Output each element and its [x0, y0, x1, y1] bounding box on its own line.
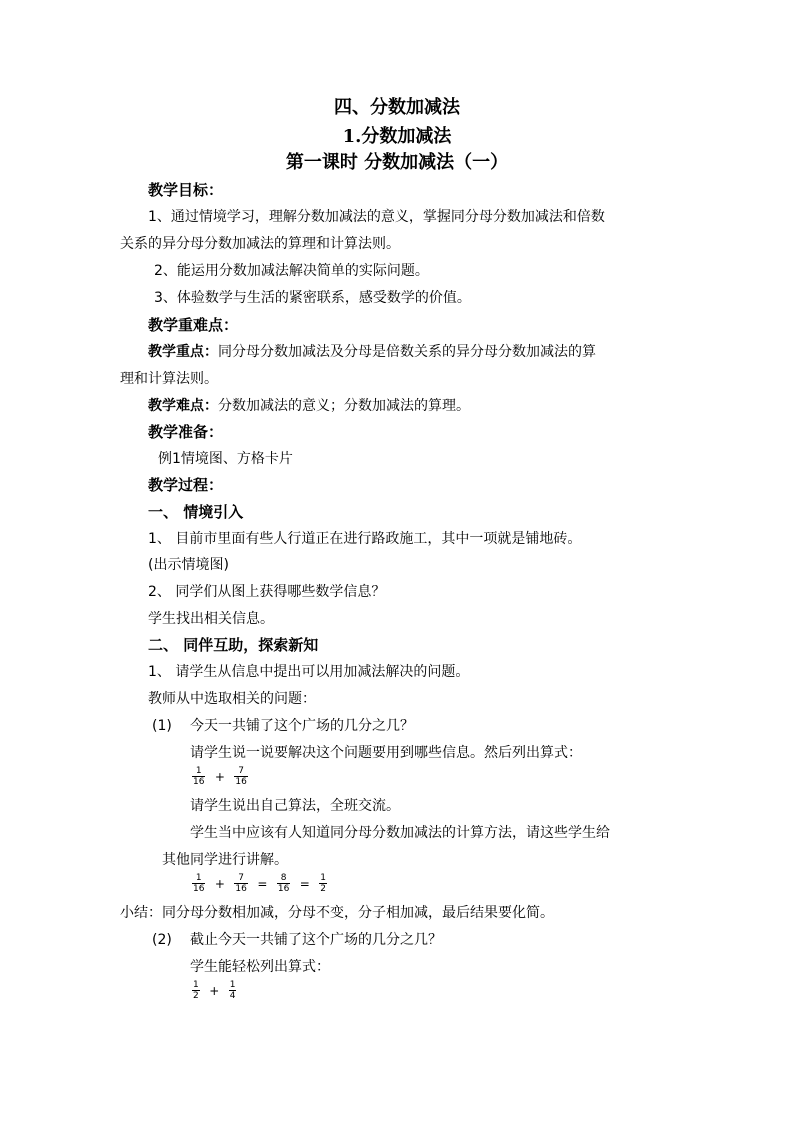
question-1-text: 今天一共铺了这个广场的几分之几？ [190, 718, 414, 734]
preparation-heading: 教学准备： [148, 423, 224, 441]
preparation-text: 例1情境图、方格卡片 [158, 451, 293, 467]
objective-1-line2: 关系的异分母分数加减法的算理和计算法则。 [120, 236, 400, 252]
p1-item1: 1、 目前市里面有些人行道正在进行路政施工，其中一项就是铺地砖。 [148, 531, 582, 547]
focus-line1 [148, 343, 596, 361]
plus-sign: + [214, 769, 225, 784]
p1-item2: 2、 同学们从图上获得哪些数学信息？ [148, 584, 386, 600]
section-title: 1.分数加减法 [342, 126, 452, 147]
focus-line2: 理和计算法则。 [120, 371, 218, 387]
objective-2: 2、能运用分数加减法解决简单的实际问题。 [154, 263, 429, 279]
fraction: $\frac{7}{16}$ [235, 766, 247, 787]
summary: 小结：同分母分数相加减，分母不变，分子相加减，最后结果要化简。 [120, 905, 554, 921]
formula-2 [190, 873, 329, 894]
fraction: $\frac{1}{16}$ [193, 766, 205, 787]
question-2-text: 截止今天一共铺了这个广场的几分之几？ [190, 932, 442, 948]
part2-heading: 二、 同伴互助，探索新知 [148, 636, 319, 654]
focus-label: 教学重点： [148, 344, 218, 360]
part1-heading: 一、 情境引入 [148, 503, 244, 521]
unit-title: 四、分数加减法 [334, 97, 460, 118]
fraction: $\frac{1}{4}$ [229, 980, 236, 1001]
formula-3 [190, 980, 238, 1001]
p2-item1: 1、 请学生从信息中提出可以用加减法解决的问题。 [148, 664, 470, 680]
question-1-step-a: 请学生说一说要解决这个问题要用到哪些信息。然后列出算式： [190, 745, 582, 761]
fraction: $\frac{8}{16}$ [277, 873, 290, 894]
p1-item3: 学生找出相关信息。 [148, 611, 274, 627]
objective-3: 3、体验数学与生活的紧密联系，感受数学的价值。 [154, 290, 471, 306]
question-1-step-c-line2: 其他同学进行讲解。 [162, 852, 288, 868]
key-points-heading: 教学重难点： [148, 316, 239, 334]
question-2-step-a: 学生能轻松列出算式： [190, 959, 330, 975]
focus-text: 同分母分数加减法及分母是倍数关系的异分母分数加减法的算 [218, 344, 596, 360]
fraction: $\frac{1}{2}$ [193, 980, 199, 1001]
plus-sign: + [214, 876, 225, 891]
question-2-number: (2) [152, 932, 172, 948]
lesson-title: 第一课时 分数加减法（一） [285, 152, 509, 173]
difficulty-line [148, 397, 470, 415]
p2-item2: 教师从中选取相关的问题： [148, 691, 316, 707]
equals-sign: = [257, 876, 268, 891]
process-heading: 教学过程： [148, 476, 224, 494]
objectives-heading: 教学目标： [148, 181, 224, 199]
question-1-step-b: 请学生说出自己算法，全班交流。 [190, 798, 400, 814]
difficulty-text: 分数加减法的意义；分数加减法的算理。 [218, 398, 470, 414]
difficulty-label: 教学难点： [148, 398, 218, 414]
p1-item1b: (出示情境图) [148, 557, 229, 573]
fraction: $\frac{1}{2}$ [320, 873, 326, 894]
question-1-step-c-line1: 学生当中应该有人知道同分母分数加减法的计算方法，请这些学生给 [190, 825, 610, 841]
question-1-number: (1) [152, 718, 172, 734]
fraction: $\frac{1}{16}$ [193, 873, 205, 894]
plus-sign: + [209, 983, 220, 998]
fraction: $\frac{7}{16}$ [235, 873, 247, 894]
equals-sign: = [299, 876, 310, 891]
formula-1 [190, 766, 250, 787]
objective-1-line1: 1、通过情境学习，理解分数加减法的意义，掌握同分母分数加减法和倍数 [148, 209, 605, 225]
